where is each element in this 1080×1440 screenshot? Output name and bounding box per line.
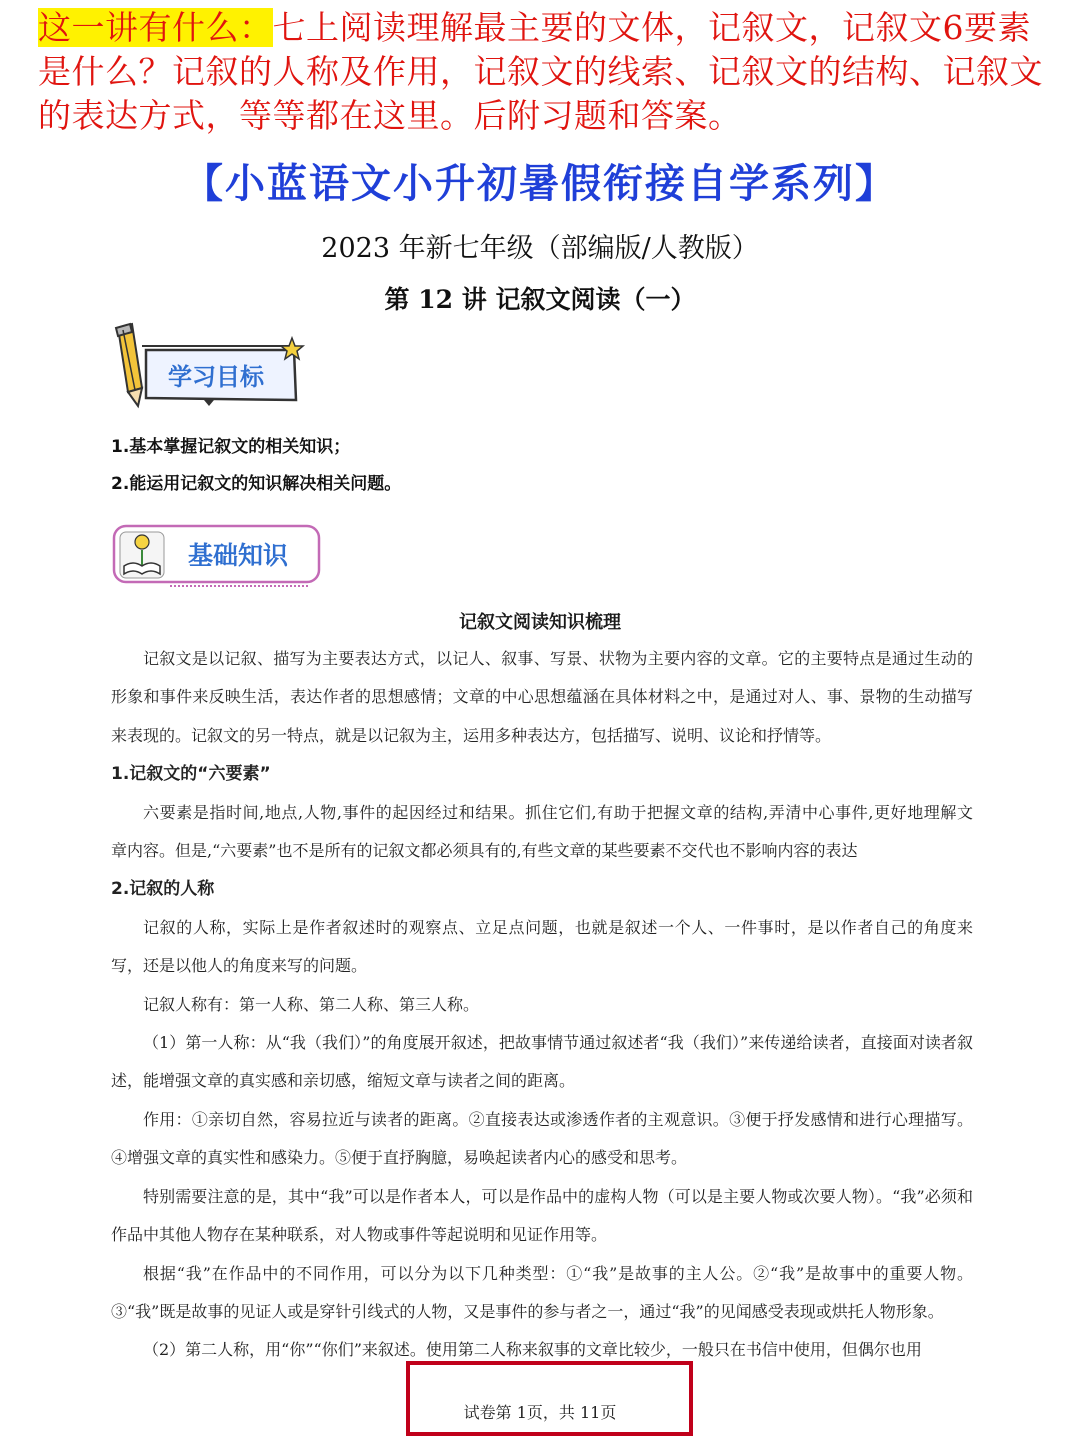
section-title: 记叙文阅读知识梳理 xyxy=(459,612,621,633)
page-footer: 试卷第 1页，共 11页 xyxy=(463,1403,617,1422)
paragraph: 六要素是指时间,地点,人物,事件的起因经过和结果。抓住它们,有助于把握文章的结构,弄清中心事件,更好地理解文 章内容。但是,“六要素”也不是所有的记叙文都必须具有的,有些文章的某些要素不交代也不影响内容的表达 xyxy=(111,802,990,861)
grade-title: 2023 年新七年级（部编版/人教版） xyxy=(321,233,759,264)
paragraph: 记叙的人称，实际上是作者叙述时的观察点、立足点问题，也就是叙述一个人、一件事时，是以作者自己的角度来写，还是以他人的角度来写的问题。 xyxy=(111,917,973,976)
red-highlight-box xyxy=(406,1361,693,1436)
document-body xyxy=(111,640,990,1370)
lecture-title: 第 12 讲 记叙文阅读（一） xyxy=(384,285,696,314)
intro-note xyxy=(38,6,1058,138)
intro-text: 七上阅读理解最主要的文体，记叙文，记叙文6要素是什么？记叙的人称及作用，记叙文的线索、记叙文的结构、记叙文的表达方式，等等都在这里。后附习题和答案。 xyxy=(38,8,1043,135)
learning-goal-badge xyxy=(106,322,311,418)
learning-goal-label: 学习目标 xyxy=(168,363,264,391)
paragraph: （2）第二人称，用“你”“你们”来叙述。使用第二人称来叙事的文章比较少，一般只在书信中使用，但偶尔也用 xyxy=(143,1340,922,1360)
paragraph: （1）第一人称：从“我（我们）”的角度展开叙述，把故事情节通过叙述者“我（我们）”来传递给读者，直接面对读者叙述，能增强文章的真实感和亲切感，缩短文章与读者之间的距离。 xyxy=(111,1033,973,1091)
basic-knowledge-label: 基础知识 xyxy=(187,541,289,570)
paragraph: 记叙人称有：第一人称、第二人称、第三人称。 xyxy=(143,994,480,1014)
basic-knowledge-badge xyxy=(110,520,325,592)
intro-highlight: 这一讲有什么： xyxy=(38,8,273,47)
paragraph: 作用：①亲切自然，容易拉近与读者的距离。②直接表达或渗透作者的主观意识。③便于抒发感情和进行心理描写。④增强文章的真实性和感染力。⑤便于直抒胸臆，易唤起读者内心的感受和思考。 xyxy=(111,1109,973,1168)
heading-six-elements: 1.记叙文的“六要素” xyxy=(111,764,271,785)
series-title: 【小蓝语文小升初暑假衔接自学系列】 xyxy=(183,161,897,207)
paragraph: 根据“我”在作品中的不同作用，可以分为以下几种类型：①“我”是故事的主人公。②“我”是故事中的重要人物。③“我”既是故事的见证人或是穿针引线式的人物，又是事件的参与者之一，通过“我”的见闻感受表现或烘托人物形象。 xyxy=(111,1263,973,1321)
paragraph: 特别需要注意的是，其中“我”可以是作者本人，可以是作品中的虚构人物（可以是主要人物或次要人物）。“我”必须和作品中其他人物存在某种联系，对人物或事件等起说明和见证作用等。 xyxy=(111,1186,973,1245)
objective-item: 2.能运用记叙文的知识解决相关问题。 xyxy=(111,474,402,494)
objective-item: 1.基本掌握记叙文的相关知识； xyxy=(111,437,351,457)
paragraph: 记叙文是以记叙、描写为主要表达方式，以记人、叙事、写景、状物为主要内容的文章。它的主要特点是通过生动的形象和事件来反映生活，表达作者的思想感情；文章的中心思想蕴涵在具体材料之中，是通过对人、事、景物的生动描写来表现的。记叙文的另一特点，就是以记叙为主，运用多种表达方，包括描写、说明、议论和抒情等。 xyxy=(111,649,973,745)
heading-narrative-person: 2.记叙的人称 xyxy=(111,879,215,900)
pencil-icon xyxy=(116,324,142,406)
